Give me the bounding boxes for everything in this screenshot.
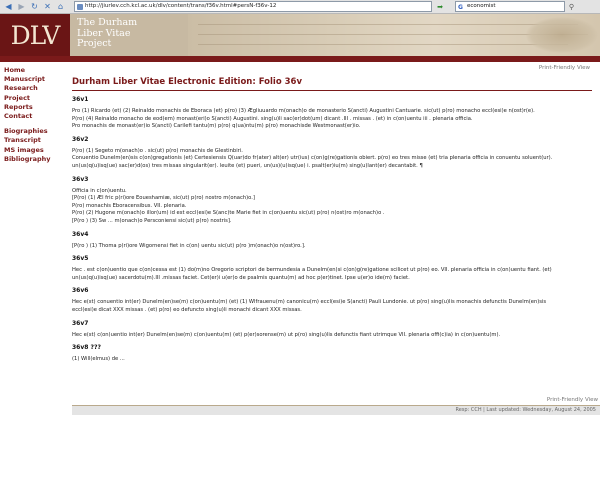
folio-heading: 36v5 bbox=[72, 255, 89, 263]
folio-line: Conuentio Dunelm(en)sis c(on)gregationis (et) Certesiensis Q(uar)do fr(ater) alt(er) utr(ius) c(on)g(re)gationis obiert. p(ro) eo tres misse (et) tria plenaria officia in conuentu soluent(ur). bbox=[72, 155, 553, 162]
folio-heading: 36v2 bbox=[72, 135, 89, 143]
folio-line: P(ro) (2) Hugone m(onach)o illor(um) id est eccl(esi)e S(anc)te Marie fiet in c(on)uentu sic(ut) p(ro) n(ost)ro m(onach)o . bbox=[72, 210, 385, 217]
folio-text bbox=[72, 148, 592, 171]
folio-text bbox=[72, 332, 592, 340]
sidebar-item-bibliography[interactable]: Bibliography bbox=[4, 154, 51, 163]
folio-heading: 36v3 bbox=[72, 175, 89, 183]
manuscript-banner-image bbox=[188, 14, 600, 56]
folio-section bbox=[72, 255, 592, 282]
sidebar-item-home[interactable]: Home bbox=[4, 66, 26, 74]
folio-line: [P(ro) (1) Æl fric p(ri)ore Eoueshamiæ, sic(ut) p(ro) nostro m(onach)o.] bbox=[72, 195, 255, 202]
site-title-line-2: Liber Vitae bbox=[77, 27, 131, 39]
folio-line: Hec e(st) conuentio int(er) Dunelm(en)se(m) c(on)uentu(m) (et) (1) Wlfrauenu(m) canonicu(m) eccl(esi)e S(ancti) Pauli Lundonie. ut p(ro) sing(u)lis monachis defunctis Dunelm(en)sis bbox=[72, 299, 547, 306]
folio-text bbox=[72, 243, 592, 251]
page-title: Durham Liber Vitae Electronic Edition: Folio 36v bbox=[72, 77, 592, 91]
folio-line: (1) Will(elmus) de ... bbox=[72, 356, 125, 363]
sidebar-item-manuscript[interactable]: Manuscript bbox=[4, 75, 46, 84]
folio-text bbox=[72, 356, 592, 364]
folio-text bbox=[72, 108, 592, 131]
folio-heading: 36v6 bbox=[72, 287, 89, 295]
folio-heading: 36v7 bbox=[72, 319, 89, 327]
reload-icon[interactable]: ↻ bbox=[31, 1, 38, 11]
footer-meta: Resp: CCH | Last updated: Wednesday, August 24, 2005 bbox=[72, 406, 600, 415]
folio-heading: 36v4 bbox=[72, 230, 89, 238]
site-banner bbox=[0, 14, 600, 56]
folio-sections bbox=[72, 96, 592, 364]
back-arrow-icon[interactable]: ◀ bbox=[5, 1, 12, 11]
search-input[interactable] bbox=[455, 1, 565, 12]
folio-line: Hec e(st) c(on)uentio int(er) Dunelm(en)se(m) c(on)uentu(m) (et) p(er)sorense(m) ut p(ro) sing(u)lis defunctis fiant utrimque VII. plenaria offi(c)ia) in c(on)uentu(m). bbox=[72, 331, 501, 338]
search-magnifier-icon[interactable]: ⚲ bbox=[568, 2, 575, 11]
search-text: economist bbox=[467, 3, 496, 9]
folio-text bbox=[72, 299, 592, 314]
manuscript-seal-icon bbox=[526, 17, 598, 53]
search-engine-icon: G bbox=[458, 4, 463, 11]
banner-divider bbox=[0, 56, 600, 62]
folio-text bbox=[72, 267, 592, 282]
site-title-line-3: Project bbox=[77, 38, 112, 49]
stop-icon[interactable]: ✕ bbox=[44, 1, 51, 11]
sidebar-item-transcript[interactable]: Transcript bbox=[4, 136, 41, 145]
folio-line: Pro (1) Ricardo (et) (2) Reinaldo monachis de Eboraca (et) p(ro) (3) Ægliuuardo m(onach)o de monasterio S(ancti) Augustini Cantuarie. sic(ut) p(ro) monacho eccl(esi)e n(ost)r(e). bbox=[72, 108, 535, 114]
folio-section bbox=[72, 287, 592, 314]
sidebar-item-reports[interactable]: Reports bbox=[4, 102, 33, 111]
folio-section bbox=[72, 176, 592, 226]
folio-section bbox=[72, 344, 592, 364]
folio-heading: 36v8 ??? bbox=[72, 344, 101, 352]
page-favicon-icon bbox=[77, 4, 83, 10]
sidebar-item-research[interactable]: Research bbox=[4, 84, 38, 93]
url-text: http://jiurlev.cch.kcl.ac.uk/dlv/content/trans/f36v.html#persN-f36v-12 bbox=[85, 3, 277, 9]
main-content bbox=[72, 64, 592, 364]
folio-line: eccl(esi)e dicat XXX missas . (et) p(ro) eo defuncto sing(u)li monachi dicant XXX missas. bbox=[72, 306, 302, 313]
print-friendly-link-top[interactable]: Print-Friendly View bbox=[538, 65, 590, 71]
folio-line: Pro monachis de monast(er)io S(ancti) Carilefi tantu(m) p(ro) q(ua)ntu(m) p(ro) monachisde Westmonast(er)io. bbox=[72, 123, 361, 130]
folio-line: Hec . est c(on)uentio que c(on)cessa est (1) do(m)no Oregorio scriptori de bermundesia a Dunelm(en)si c(on)g(re)gatione scilicet ut p(ro) eo. VII. plenaria officia in c(on)uentu fiant. (et) bbox=[72, 267, 552, 274]
folio-heading: 36v1 bbox=[72, 96, 89, 103]
forward-arrow-icon[interactable]: ▶ bbox=[18, 1, 25, 11]
sidebar-item-contact[interactable]: Contact bbox=[4, 112, 33, 121]
folio-line: Officia in c(on)uentu. bbox=[72, 187, 127, 194]
page-footer bbox=[72, 396, 600, 415]
folio-line: [P(ro ) (3) Sw ... m(onach)o Persconiensi sic(ut) p(ro) nostris]. bbox=[72, 217, 232, 224]
site-logo[interactable]: DLV bbox=[0, 14, 70, 56]
url-input[interactable] bbox=[74, 1, 432, 12]
folio-line: P(ro) (1) Segeto m(onach)o . sic(ut) p(ro) monachis de Glestinbiri. bbox=[72, 147, 243, 154]
folio-section bbox=[72, 96, 592, 131]
sidebar-item-ms-images[interactable]: MS images bbox=[4, 145, 44, 154]
home-icon[interactable]: ⌂ bbox=[57, 1, 64, 11]
folio-section bbox=[72, 136, 592, 171]
sidebar-nav bbox=[0, 66, 66, 164]
folio-line: P(ro) monachis Eboracensibus. VII. plenaria. bbox=[72, 202, 187, 209]
sidebar-item-biographies[interactable]: Biographies bbox=[4, 127, 48, 136]
folio-line: un(us)q(u)isq(ue) sac(er)d(os) tres missas singularit(er). leuite (et) pueri, un(us)(u)isq(ue) i. psalt(er)iu(m) sing(u)lant(er) decantabit. ¶ bbox=[72, 162, 423, 169]
site-title-line-1: The Durham bbox=[77, 17, 138, 28]
go-arrow-icon[interactable]: ➡ bbox=[437, 2, 443, 11]
folio-text bbox=[72, 188, 592, 226]
folio-line: [P(ro ) (1) Thoma p(ri)ore Wigornensi fiet in c(on) uentu sic(ut) p(ro )m(onach)o n(ost)ro.]. bbox=[72, 242, 306, 249]
folio-section bbox=[72, 320, 592, 340]
browser-toolbar bbox=[0, 0, 600, 14]
folio-line: un(us)q(u)isq(ue) sacerdotu(m).III .missas faciet. Cet(er)i u(er)o de psalmis quantu(m) ad hoc p(er)tinet. Ipse u(er)o ide(m) faciet. bbox=[72, 274, 410, 281]
folio-section bbox=[72, 231, 592, 251]
sidebar-item-project[interactable]: Project bbox=[4, 93, 31, 102]
site-title bbox=[77, 18, 187, 50]
folio-line: P(ro) (4) Reinaldo monacho de eod(em) monast(eri)o S(ancti) Augustini. sing(u)li sac(er)dot(um) dicant .III . missas . (et) in c(on)uentu iii . plenaria officia. bbox=[72, 115, 473, 122]
print-friendly-link-bottom[interactable]: Print-Friendly View bbox=[72, 396, 600, 406]
